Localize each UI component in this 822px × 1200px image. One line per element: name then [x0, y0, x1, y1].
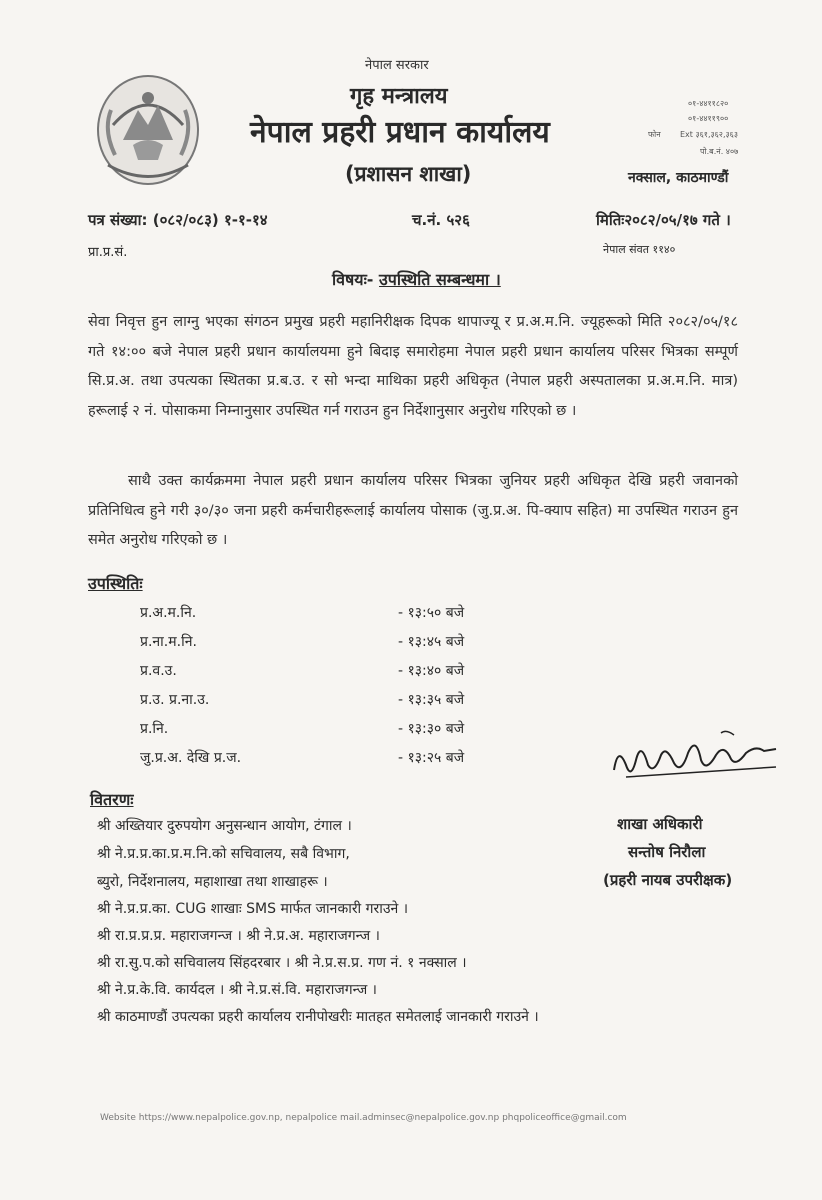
body-paragraph-1: सेवा निवृत्त हुन लाग्नु भएका संगठन प्रमुख प्रहरी महानिरीक्षक दिपक थापाज्यू र प्र.अ.म.नि. ज्यूहरूको मिति २०८२/०५/१८ गते १४:०० बजे नेपाल प्रहरी प्रधान कार्यालयमा हुने बिदाइ समारोहमा नेपाल प्रहरी प्रधान कार्यालय परिसर भित्रका सम्पूर्ण सि.प्र.अ. तथा उपत्यका स्थितका प्र.ब.उ. र सो भन्दा माथिका प्रहरी अधिकृत (नेपाल प्रहरी अस्पतालका प्र.अ.म.नि. मात्र) हरूलाई २ नं. पोसाकमा निम्नानुसार उपस्थित गर्न गराउन हुन निर्देशानुसार अनुरोध गरिएको छ ।	[88, 314, 738, 419]
attendance-time: - १३:३५ बजे	[398, 692, 465, 708]
attendance-time: - १३:३० बजे	[398, 721, 465, 737]
attendance-time: - १३:५० बजे	[398, 605, 465, 621]
phone-ext: Ext ३६१,३६२,३६३	[680, 130, 738, 139]
attendance-rank: प्र.ना.म.नि.	[140, 634, 197, 650]
attendance-time: - १३:२५ बजे	[398, 750, 465, 766]
phone-1: ०१-४४११८२०	[688, 99, 729, 108]
phone-2: ०१-४४११९००	[688, 114, 729, 123]
distribution-item: श्री ने.प्र.प्र.का.प्र.म.नि.को सचिवालय, सबै विभाग,	[97, 846, 350, 862]
nepal-emblem-icon	[93, 70, 203, 188]
distribution-item: श्री ने.प्र.प्र.का. CUG शाखाः SMS मार्फत जानकारी गराउने ।	[97, 901, 409, 917]
distribution-item: श्री काठमाण्डौं उपत्यका प्रहरी कार्यालय रानीपोखरीः मातहत समेतलाई जानकारी गराउने ।	[97, 1009, 539, 1025]
subject-label: विषयः-	[332, 270, 374, 289]
distribution-title: वितरणः	[90, 790, 134, 809]
distribution-item: श्री अख्तियार दुरुपयोग अनुसन्धान आयोग, टंगाल ।	[97, 818, 352, 834]
government-label: नेपाल सरकार	[365, 58, 429, 73]
phone-label: फोन	[648, 130, 661, 139]
distribution-item: ब्युरो, निर्देशनालय, महाशाखा तथा शाखाहरू ।	[97, 874, 328, 890]
signatory-rank: (प्रहरी नायब उपरीक्षक)	[603, 871, 733, 889]
attendance-rank: प्र.व.उ.	[140, 663, 177, 679]
dispatch-number: च.नं. ५२६	[412, 211, 470, 229]
office-name: नेपाल प्रहरी प्रधान कार्यालय	[250, 115, 550, 150]
distribution-item: श्री ने.प्र.के.वि. कार्यदल । श्री ने.प्र.सं.वि. महाराजगन्ज ।	[97, 982, 377, 998]
distribution-item: श्री रा.प्र.प्र.प्र. महाराजगन्ज । श्री ने.प्र.अ. महाराजगन्ज ।	[97, 928, 380, 944]
attendance-rank: प्र.अ.म.नि.	[140, 605, 197, 621]
ministry-name: गृह मन्त्रालय	[350, 84, 448, 109]
attendance-rank: जु.प्र.अ. देखि प्र.ज.	[140, 750, 242, 766]
letter-date: मितिः२०८२/०५/१७ गते ।	[596, 211, 731, 229]
nepal-sambat: नेपाल संवत ११४०	[603, 243, 676, 256]
attendance-title: उपस्थितिः	[88, 574, 143, 593]
subject-line	[332, 268, 501, 290]
body-paragraph-2: साथै उक्त कार्यक्रममा नेपाल प्रहरी प्रधान कार्यालय परिसर भित्रका जुनियर प्रहरी अधिकृत देखि प्रहरी जवानको प्रतिनिधित्व हुने गरी ३०/३० जना प्रहरी कर्मचारीहरूलाई कार्यालय पोसाक (जु.प्र.अ. पि-क्याप सहित) मा उपस्थित गराउन हुन समेत अनुरोध गरिएको छ ।	[88, 473, 738, 548]
attendance-rank: प्र.उ. प्र.ना.उ.	[140, 692, 210, 708]
footer-website: Website https://www.nepalpolice.gov.np, nepalpolice mail.adminsec@nepalpolice.gov.np phqpoliceoffice@gmail.com	[100, 1113, 627, 1123]
signatory-position: शाखा अधिकारी	[617, 815, 703, 833]
handwritten-signature	[606, 725, 786, 785]
attendance-time: - १३:४५ बजे	[398, 634, 465, 650]
letter-number: पत्र संख्या: (०८२/०८३) १-१-१४	[88, 211, 268, 229]
attendance-rank: प्र.नि.	[140, 721, 169, 737]
attendance-time: - १३:४० बजे	[398, 663, 465, 679]
branch-name: (प्रशासन शाखा)	[345, 162, 472, 186]
pobox: पो.ब.नं. ४०७	[700, 147, 739, 156]
office-address: नक्साल, काठमाण्डौं	[628, 170, 729, 186]
subject-text: उपस्थिति सम्बन्धमा ।	[379, 270, 501, 289]
distribution-item: श्री रा.सु.प.को सचिवालय सिंहदरबार । श्री ने.प्र.स.प्र. गण नं. १ नक्साल ।	[97, 955, 467, 971]
signatory-name: सन्तोष निरौला	[628, 843, 706, 861]
letter-code: प्रा.प्र.सं.	[88, 245, 128, 260]
